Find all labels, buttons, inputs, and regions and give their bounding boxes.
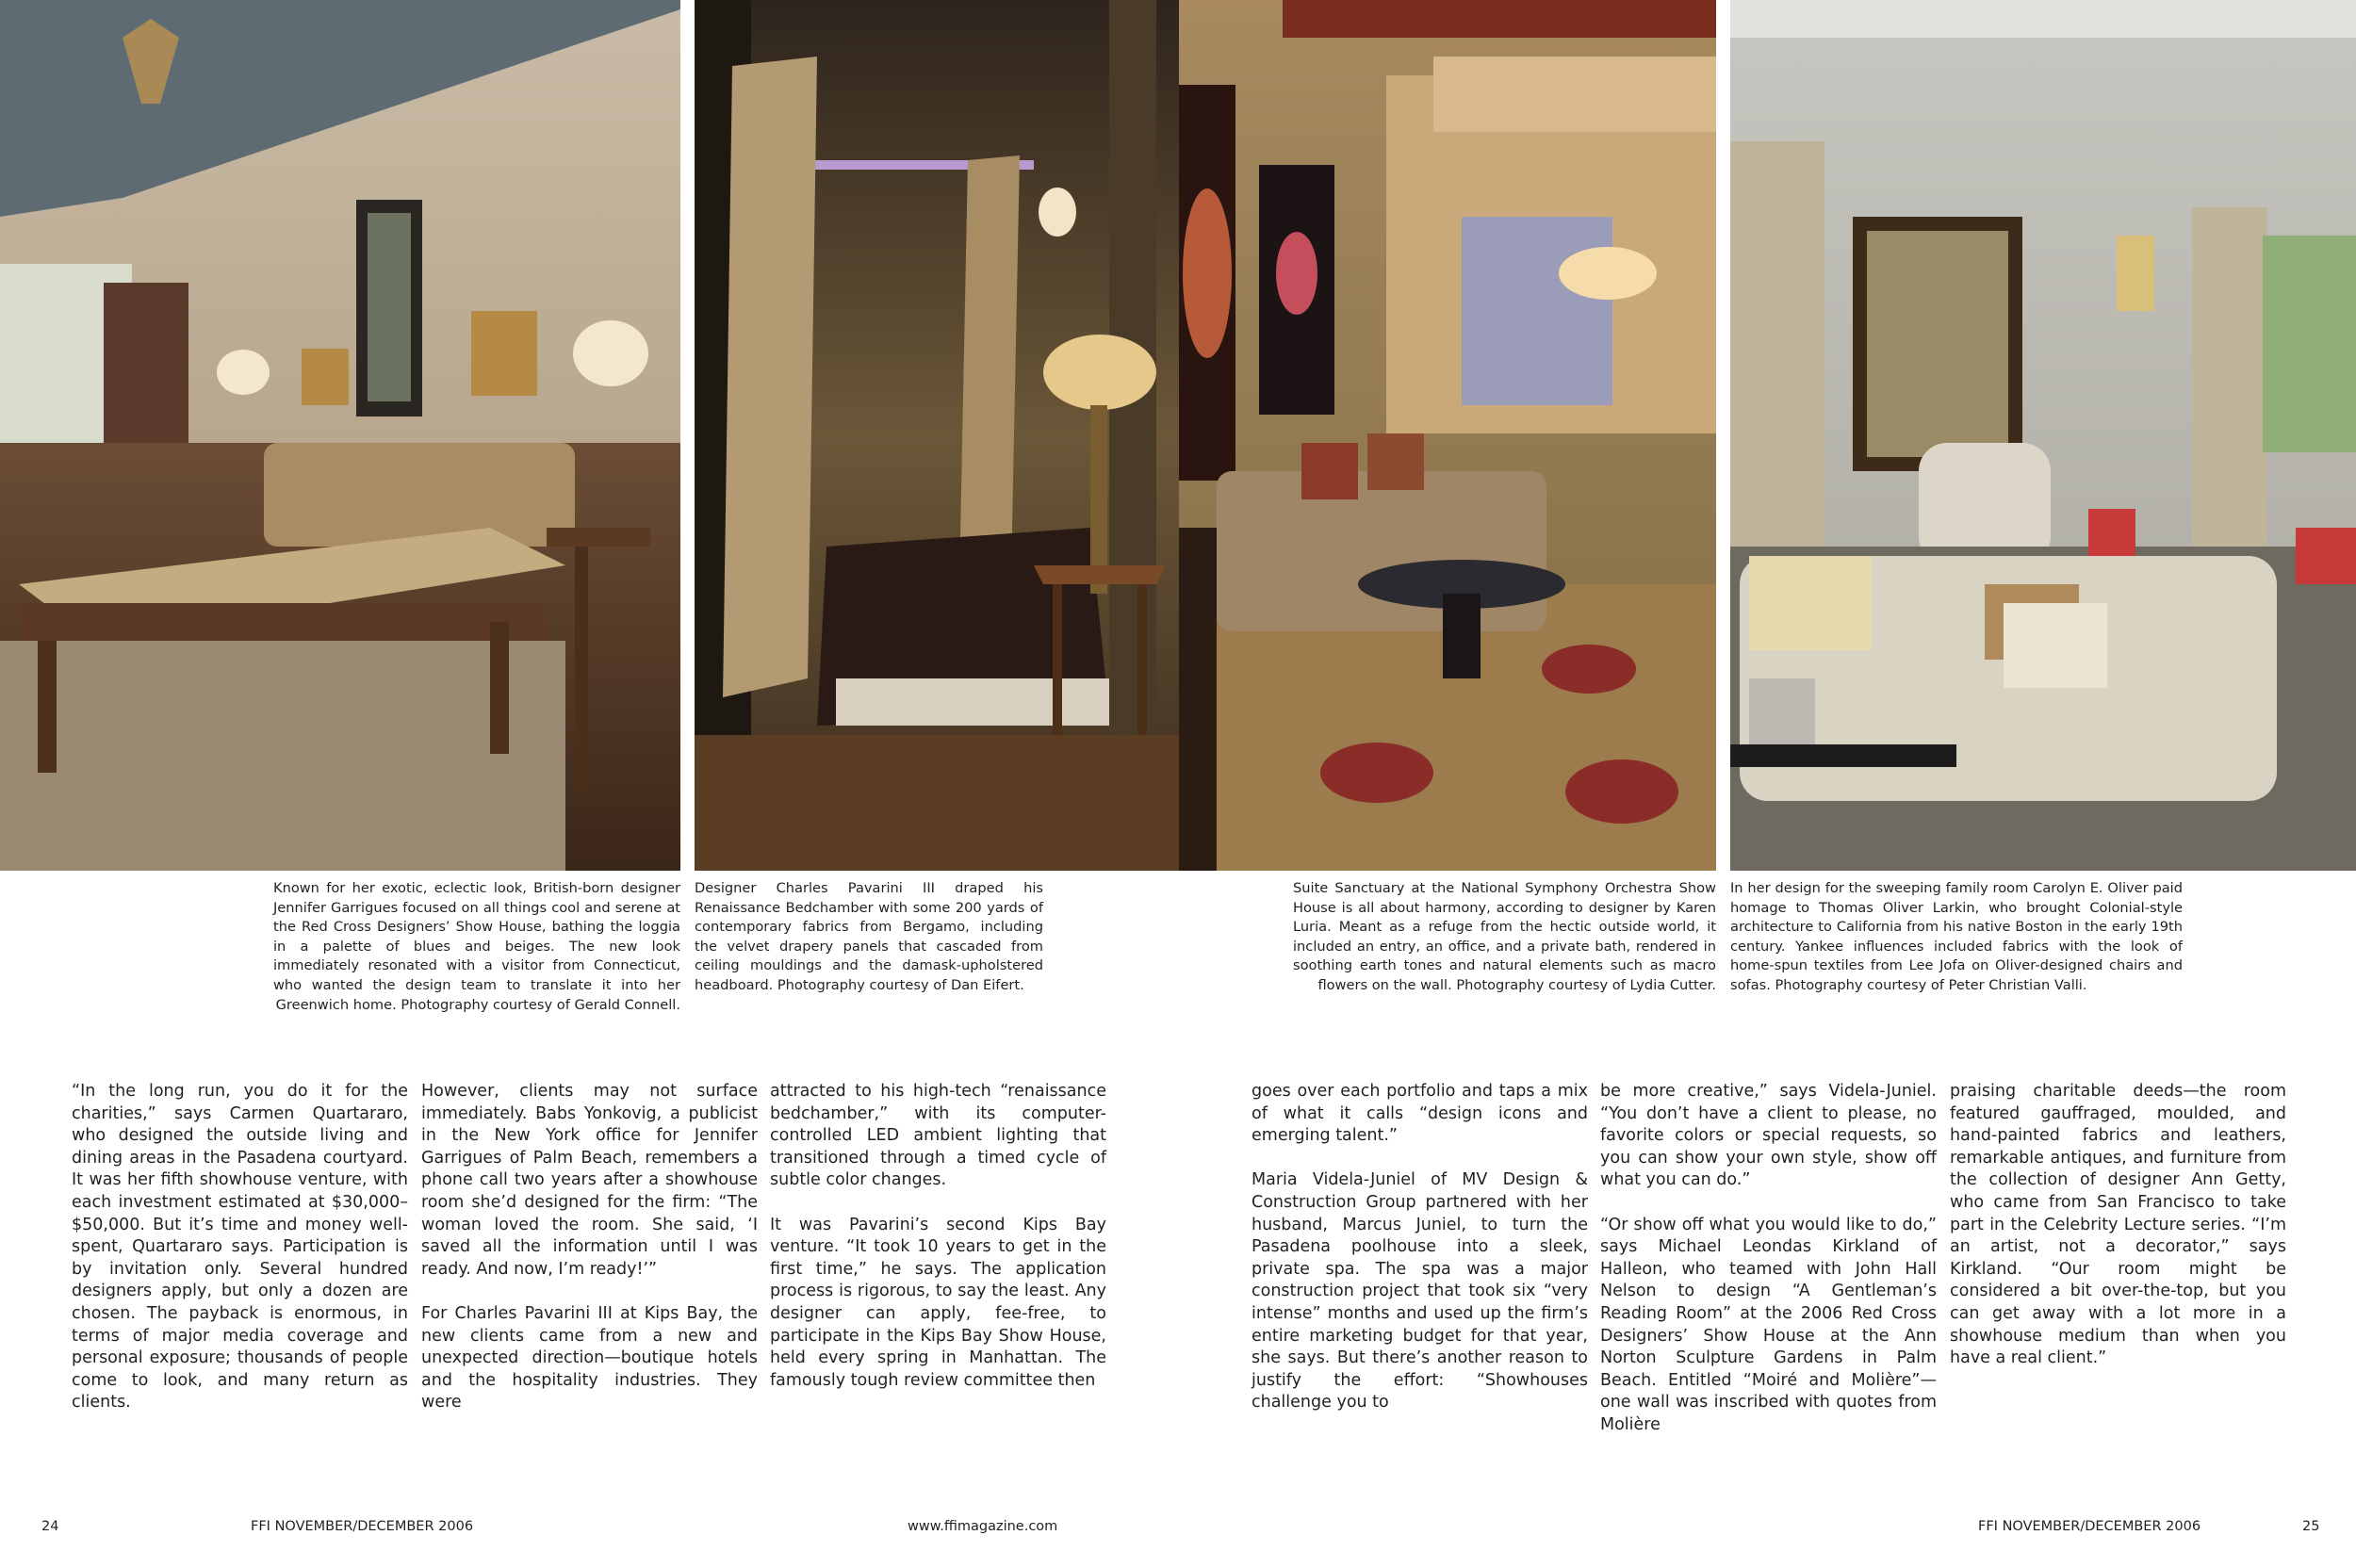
article-column-3 <box>770 1081 1106 1392</box>
loggia-photo <box>0 0 680 871</box>
photo-caption-loggia <box>273 879 680 1015</box>
paragraph: “In the long run, you do it for the charities,” says Carmen Quartararo, who designed the outside living and dining areas in the Pasadena courtyard. It was her fifth showhouse venture, with each investment estimated at $30,000–$50,000. But it’s time and money well-spent, Quartararo says. Participation is by invitation only. Several hundred designers apply, but only a dozen are chosen. The payback is enormous, in terms of major media coverage and personal exposure; thousands of people come to look, and many return as clients. <box>72 1082 408 1413</box>
bedchamber-photo <box>695 0 1179 871</box>
article-column-6 <box>1950 1081 2286 1370</box>
page-number-right: 25 <box>2302 1519 2320 1534</box>
photo-caption-family-room <box>1730 879 2183 996</box>
article-column-1 <box>72 1081 408 1414</box>
issue-label-right: FFI NOVEMBER/DECEMBER 2006 <box>1978 1519 2201 1534</box>
paragraph: Maria Videla-Juniel of MV Design & Construction Group partnered with her husband, Marcus Juniel, to turn the Pasadena poolhouse into a sleek, private spa. The spa was a major construction project that took six “very intense” months and used up the firm’s entire marketing budget for that year, she says. But there’s another reason to justify the effort: “Showhouses challenge you to <box>1252 1170 1588 1413</box>
family-room-photo <box>1730 0 2356 871</box>
paragraph: For Charles Pavarini III at Kips Bay, the new clients came from a new and unexpected direction—boutique hotels and the hospitality industries. They were <box>421 1303 758 1413</box>
issue-label-left: FFI NOVEMBER/DECEMBER 2006 <box>251 1519 474 1534</box>
paragraph: attracted to his high-tech “renaissance bedchamber,” with its computer-controlled LED ambient lighting that transitioned through a timed cycle of subtle color changes. <box>770 1082 1106 1190</box>
caption-text: Known for her exotic, eclectic look, British-born designer Jennifer Garrigues focused on all things cool and serene at the Red Cross Designers’ Show House, bathing the loggia in a palette of blues and beiges. The new look immediately resonated with a visitor from Connecticut, who wanted the design team to translate it into her Greenwich home. Photography courtesy of Gerald Connell. <box>273 880 680 1013</box>
caption-text: Suite Sanctuary at the National Symphony Orchestra Show House is all about harmony, according to designer by Karen Luria. Meant as a refuge from the hectic outside world, it included an entry, an office, and a private bath, rendered in soothing earth tones and natural elements such as macro flowers on the wall. Photography courtesy of Lydia Cutter. <box>1293 880 1716 993</box>
paragraph: However, clients may not surface immediately. Babs Yonkovig, a publicist in the New York office for Jennifer Garrigues of Palm Beach, remembers a phone call two years after a showhouse room she’d designed for the firm: “The woman loved the room. She said, ‘I saved all the information until I was ready. And now, I’m ready!’” <box>421 1082 758 1279</box>
photo-caption-suite-sanctuary <box>1293 879 1716 996</box>
paragraph: It was Pavarini’s second Kips Bay venture. “It took 10 years to get in the first time,” he says. The application process is rigorous, to say the least. Any designer can apply, fee-free, to participate in the Kips Bay Show House, held every spring in Manhattan. The famously tough review committee then <box>770 1215 1106 1390</box>
suite-sanctuary-photo <box>1179 0 1716 871</box>
website-url: www.ffimagazine.com <box>908 1519 1058 1534</box>
article-column-2 <box>421 1081 758 1414</box>
article-column-4 <box>1252 1081 1588 1414</box>
caption-text: In her design for the sweeping family room Carolyn E. Oliver paid homage to Thomas Oliver Larkin, who brought Colonial-style architecture to California from his native Boston in the early 19th century. Yankee influences included fabrics with the look of home-spun textiles from Lee Jofa on Oliver-designed chairs and sofas. Photography courtesy of Peter Christian Valli. <box>1730 880 2183 993</box>
page-number-left: 24 <box>41 1519 59 1534</box>
article-column-5 <box>1600 1081 1937 1437</box>
caption-text: Designer Charles Pavarini III draped his Renaissance Bedchamber with some 200 yards of contemporary fabrics from Bergamo, including the velvet drapery panels that cascaded from ceiling mouldings and the damask-upholstered headboard. Photography courtesy of Dan Eifert. <box>695 880 1043 993</box>
paragraph: praising charitable deeds—the room featured gauffraged, moulded, and hand-painted fabrics and leathers, remarkable antiques, and furniture from the collection of designer Ann Getty, who came from San Francisco to take part in the Celebrity Lecture series. “I’m an artist, not a decorator,” says Kirkland. “Our room might be considered a bit over-the-top, but you can get away with a lot more in a showhouse medium than when you have a real client.” <box>1950 1082 2286 1368</box>
photo-caption-bedchamber <box>695 879 1043 996</box>
paragraph: goes over each portfolio and taps a mix of what it calls “design icons and emerging talent.” <box>1252 1082 1588 1146</box>
paragraph: “Or show off what you would like to do,” says Michael Leondas Kirkland of Halleon, who teamed with John Hall Nelson to design “A Gentleman’s Reading Room” at the 2006 Red Cross Designers’ Show House at the Ann Norton Sculpture Gardens in Palm Beach. Entitled “Moiré and Molière”—one wall was inscribed with quotes from Molière <box>1600 1215 1937 1434</box>
paragraph: be more creative,” says Videla-Juniel. “You don’t have a client to please, no favorite colors or special requests, so you can show your own style, show off what you can do.” <box>1600 1082 1937 1190</box>
